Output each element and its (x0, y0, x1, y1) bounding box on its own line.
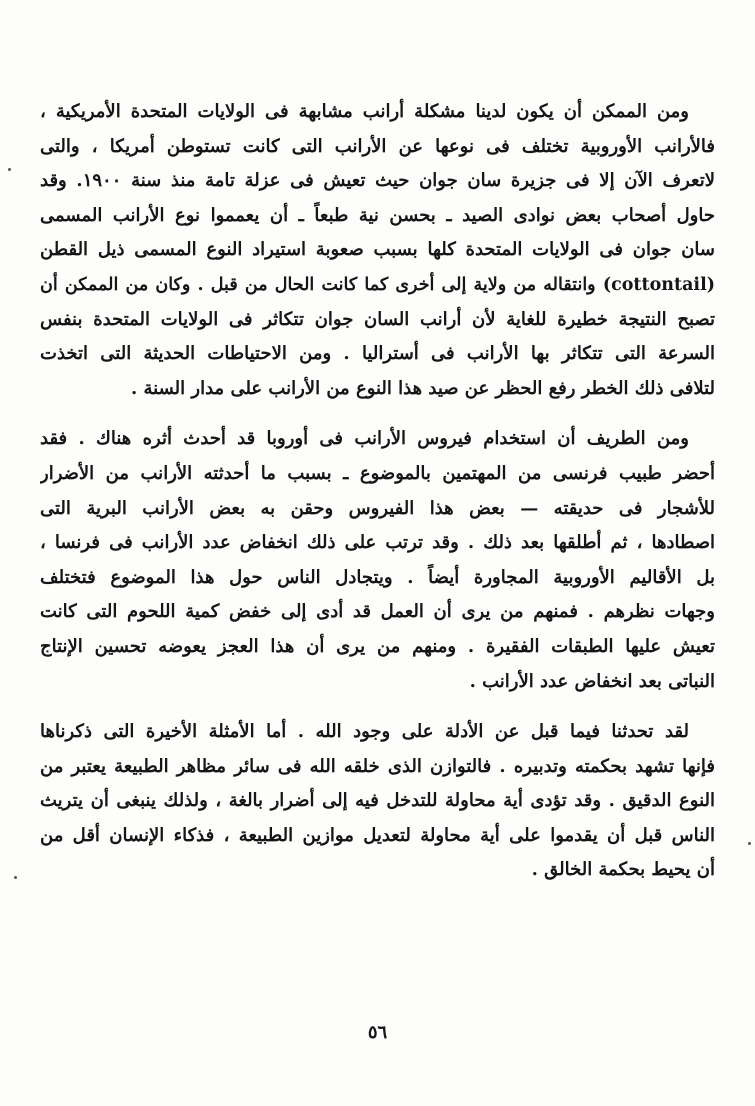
text-line: اصطادها ، ثم أطلقها بعد ذلك . وقد ترتب على ذلك انخفاض عدد الأرانب فى فرنسا ، (40, 532, 715, 554)
text-line: للأشجار فى حديقته — بعض هذا الفيروس وحقن به بعض الأرانب البرية التى (40, 497, 715, 519)
text-line: لقد تحدثنا فيما قبل عن الأدلة على وجود الله . أما الأمثلة الأخيرة التى ذكرناها (40, 721, 689, 743)
text-line: تعيش عليها الطبقات الفقيرة . ومنهم من يرى أن هذا العجز يعوضه تحسين الإنتاج (40, 635, 715, 657)
text-line: النباتى بعد انخفاض عدد الأرانب . (469, 670, 715, 692)
paragraph-1 (40, 95, 715, 406)
scan-speck (748, 842, 751, 845)
text-line: السرعة التى تتكاثر بها الأرانب فى أستراليا . ومن الاحتياطات الحديثة التى اتخذت (40, 343, 715, 365)
text-line: وجهات نظرهم . فمنهم من يرى أن العمل قد أدى إلى خفض كمية اللحوم التى كانت (40, 601, 715, 623)
body-text (40, 95, 715, 904)
text-line: (cottontail) وانتقاله من ولاية إلى أخرى كما كانت الحال من قبل . وكان من الممكن أن (40, 274, 715, 295)
text-line: النوع الدقيق . وقد تؤدى أية محاولة للتدخل فيه إلى أضرار بالغة ، ولذلك ينبغى أن يتريث (40, 790, 715, 812)
text-line: أن يحيط بحكمة الخالق . (531, 859, 715, 881)
scan-speck (14, 876, 17, 879)
text-line: فإنها تشهد بحكمته وتدبيره . فالتوازن الذى خلقه الله فى سائر مظاهر الطبيعة يعتبر من (40, 755, 715, 777)
paragraph-3 (40, 715, 715, 888)
text-line: الناس قبل أن يقدموا على أية محاولة لتعديل موازين الطبيعة ، فذكاء الإنسان أقل من (40, 824, 715, 846)
text-line: ومن الطريف أن استخدام فيروس الأرانب فى أوروبا قد أحدث أثره هناك . فقد (40, 428, 689, 450)
text-line: حاول أصحاب بعض نوادى الصيد ـ بحسن نية طبعاً ـ أن يعمموا نوع الأرانب المسمى (40, 204, 715, 226)
text-line: لاتعرف الآن إلا فى جزيرة سان جوان حيث تعيش فى عزلة تامة منذ سنة ١٩٠٠. وقد (40, 170, 715, 192)
text-line: سان جوان فى الولايات المتحدة كلها بسبب صعوبة استيراد النوع المسمى ذيل القطن (40, 239, 715, 261)
text-line: فالأرانب الأوروبية تختلف فى نوعها عن الأرانب التى كانت تستوطن أمريكا ، والتى (40, 135, 715, 157)
paragraph-2 (40, 422, 715, 699)
text-line: أحضر طبيب فرنسى من المهتمين بالموضوع ـ بسبب ما أحدثته الأرانب من الأضرار (40, 462, 715, 484)
text-line: تصبح النتيجة خطيرة للغاية لأن أرانب السان جوان تتكاثر فى الولايات المتحدة بنفس (40, 308, 715, 330)
scan-speck (8, 168, 11, 171)
text-line: ومن الممكن أن يكون لدينا مشكلة أرانب مشابهة فى الولايات المتحدة الأمريكية ، (40, 101, 689, 122)
page-number: ٥٦ (367, 1022, 388, 1043)
text-line: لتلافى ذلك الخطر رفع الحظر عن صيد هذا النوع من الأرانب على مدار السنة . (130, 377, 715, 399)
text-line: بل الأقاليم الأوروبية المجاورة أيضاً . ويتجادل الناس حول هذا الموضوع فتختلف (40, 566, 715, 588)
